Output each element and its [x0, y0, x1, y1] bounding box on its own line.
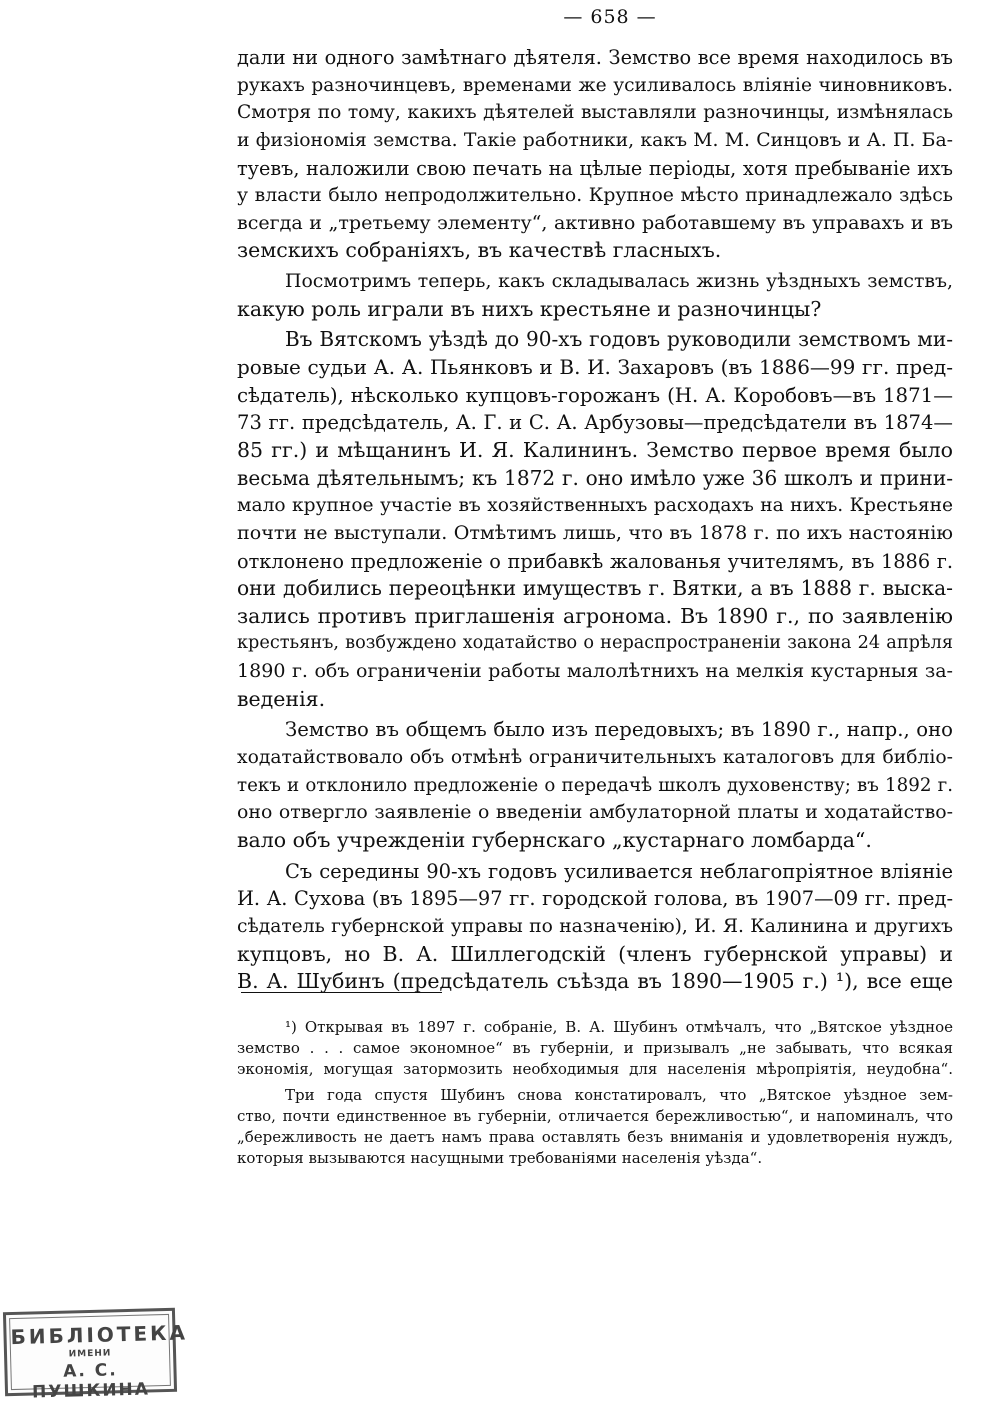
text-line: 73 гг. предсѣдатель, А. Г. и С. А. Арбузовы—предсѣдатели въ 1874—: [237, 411, 953, 435]
text-line: крестьянъ, возбуждено ходатайство о нераспространеніи закона 24 апрѣля: [237, 633, 953, 654]
text-line: всегда и „третьему элементу“, активно работавшему въ управахъ и въ: [237, 211, 953, 234]
main-text: [237, 44, 953, 996]
text-line: Въ Вятскомъ уѣздѣ до 90-хъ годовъ руководили земствомъ ми-: [285, 327, 953, 352]
text-line: 1890 г. объ ограниченіи работы малолѣтнихъ на мелкія кустарныя за-: [237, 660, 953, 683]
paragraph-3: [237, 326, 953, 713]
text-line: В. А. Шубинъ (предсѣдатель съѣзда въ 1890—1905 г.) ¹), все еще: [237, 969, 953, 994]
text-line: мало крупное участіе въ хозяйственныхъ расходахъ на нихъ. Крестьяне: [237, 495, 953, 517]
footnotes: [237, 1017, 953, 1169]
text-line: зались противъ приглашенія агронома. Въ 1890 г., по заявленію: [237, 603, 953, 628]
text-line: Земство въ общемъ было изъ передовыхъ; въ 1890 г., напр., оно: [285, 718, 953, 742]
text-line: отклонено предложеніе о прибавкѣ жалованья учителямъ, въ 1886 г.: [237, 549, 953, 573]
paragraph-2: [237, 268, 953, 323]
text-line: ровые судьи А. А. Пьянковъ и В. И. Захаровъ (въ 1886—99 гг. пред-: [237, 355, 953, 380]
text-line: вало объ учрежденіи губернскаго „кустарнаго ломбарда“.: [237, 827, 872, 852]
text-line: рукахъ разночинцевъ, временами же усиливалось вліяніе чиновниковъ.: [237, 74, 953, 96]
footnote-1: [237, 1017, 953, 1080]
stamp-name: А. С. ПУШКИНА: [31, 1360, 151, 1403]
footnote-line: ¹) Открывая въ 1897 г. собраніе, В. А. Шубинъ отмѣчалъ, что „Вятское уѣздное: [285, 1018, 953, 1036]
text-line: веденія.: [237, 686, 326, 711]
text-line: оно отвергло заявленіе о введеніи амбулаторной платы и ходатайство-: [237, 801, 953, 824]
text-line: Посмотримъ теперь, какъ складывалась жизнь уѣздныхъ земствъ,: [285, 270, 953, 293]
paragraph-1: [237, 44, 953, 265]
footnote-line: земство . . . самое экономное“ въ губерніи, и призывалъ „не забывать, что всякая: [237, 1039, 953, 1057]
text-line: сѣдатель), нѣсколько купцовъ-горожанъ (Н. А. Коробовъ—въ 1871—: [237, 383, 953, 407]
footnote-line: Три года спустя Шубинъ снова констатировалъ, что „Вятское уѣздное зем-: [285, 1086, 953, 1104]
text-line: Съ середины 90-хъ годовъ усиливается неблагопріятное вліяніе: [285, 859, 953, 883]
footnote-divider: [241, 992, 442, 993]
footnote-1-continued: [237, 1085, 953, 1169]
text-line: они добились переоцѣнки имуществъ г. Вятки, а въ 1888 г. выска-: [237, 576, 953, 601]
paragraph-4: [237, 716, 953, 854]
text-line: и физіономія земства. Такіе работники, какъ М. М. Синцовъ и А. П. Ба-: [237, 129, 953, 151]
text-line: ходатайствовало объ отмѣнѣ ограничительныхъ каталоговъ для библіо-: [237, 747, 953, 769]
text-line: почти не выступали. Отмѣтимъ лишь, что въ 1878 г. по ихъ настоянію: [237, 521, 953, 544]
footnote-line: „бережливость не даетъ намъ права оставлять безъ вниманія и удовлетворенія нуждъ,: [237, 1128, 953, 1146]
paragraph-5: [237, 858, 953, 996]
footnote-line: ство, почти единственное въ губерніи, отличается бережливостью“, и напоминалъ, что: [237, 1107, 953, 1125]
library-stamp: [3, 1308, 189, 1403]
text-line: дали ни одного замѣтнаго дѣятеля. Земство все время находилось въ: [237, 46, 953, 69]
text-line: какую роль играли въ нихъ крестьяне и разночинцы?: [237, 296, 822, 321]
text-line: Смотря по тому, какихъ дѣятелей выставляли разночинцы, измѣнялась: [237, 102, 953, 124]
text-line: 85 гг.) и мѣщанинъ И. Я. Калининъ. Земство первое время было: [237, 437, 953, 462]
text-line: текъ и отклонило предложеніе о передачѣ школъ духовенству; въ 1892 г.: [237, 774, 953, 796]
stamp-inner-border: [9, 1314, 189, 1403]
text-line: весьма дѣятельнымъ; къ 1872 г. оно имѣло уже 36 школъ и прини-: [237, 465, 953, 490]
text-line: И. А. Сухова (въ 1895—97 гг. городской голова, въ 1907—09 гг. пред-: [237, 887, 953, 911]
stamp-title: БИБЛІОТЕКА: [10, 1320, 189, 1350]
text-line: сѣдатель губернской управы по назначенію), И. Я. Калинина и другихъ: [237, 915, 953, 937]
page-number: — 658 —: [563, 6, 657, 28]
text-line: туевъ, наложили свою печать на цѣлые періоды, хотя пребываніе ихъ: [237, 156, 953, 180]
text-line: купцовъ, но В. А. Шиллегодскій (членъ губернской управы) и: [237, 941, 953, 966]
stamp-subtitle: ИМЕНИ: [68, 1348, 112, 1360]
text-line: у власти было непродолжительно. Крупное мѣсто принадлежало здѣсь: [237, 185, 953, 207]
footnote-line: которыя вызываются насущными требованіями населенія уѣзда“.: [237, 1149, 763, 1167]
footnote-line: экономія, могущая затормозить необходимыя для населенія мѣропріятія, неудобна“.: [237, 1060, 953, 1078]
text-line: земскихъ собраніяхъ, въ качествѣ гласныхъ.: [237, 238, 722, 263]
